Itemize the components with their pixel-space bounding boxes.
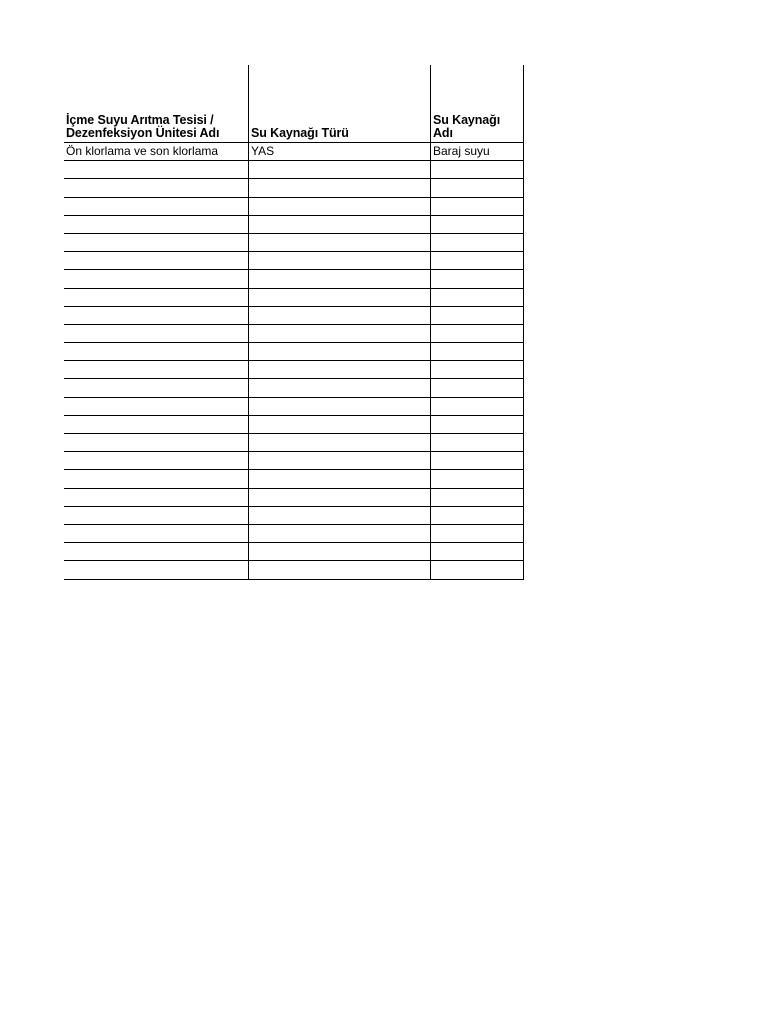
cell-source-type[interactable] bbox=[251, 543, 427, 560]
cell-source-type[interactable] bbox=[251, 470, 427, 487]
table-bottom-border bbox=[64, 579, 524, 580]
cell-source-type[interactable]: YAS bbox=[251, 144, 275, 158]
table-row bbox=[64, 215, 524, 233]
cell-facility-name[interactable] bbox=[66, 325, 246, 342]
cell-facility-name[interactable] bbox=[66, 361, 246, 378]
cell-source-name[interactable] bbox=[433, 179, 521, 196]
cell-source-name[interactable] bbox=[433, 543, 521, 560]
header-source-name[interactable] bbox=[430, 65, 523, 142]
spreadsheet-table bbox=[64, 65, 525, 580]
table-row bbox=[64, 415, 524, 433]
cell-facility-name[interactable]: Ön klorlama ve son klorlama bbox=[66, 144, 219, 158]
cell-source-type[interactable] bbox=[251, 452, 427, 469]
table-row bbox=[64, 360, 524, 378]
table-row bbox=[64, 506, 524, 524]
cell-facility-name[interactable] bbox=[66, 525, 246, 542]
cell-facility-name[interactable] bbox=[66, 179, 246, 196]
table-row bbox=[64, 524, 524, 542]
cell-facility-name[interactable] bbox=[66, 216, 246, 233]
header-facility-name[interactable] bbox=[64, 65, 248, 142]
cell-source-name[interactable] bbox=[433, 507, 521, 524]
cell-source-name[interactable] bbox=[433, 234, 521, 251]
header-source-name-line1: Su Kaynağı bbox=[433, 113, 501, 127]
cell-source-name[interactable] bbox=[433, 198, 521, 215]
cell-source-name[interactable] bbox=[433, 452, 521, 469]
cell-source-type[interactable] bbox=[251, 307, 427, 324]
cell-source-name[interactable] bbox=[433, 489, 521, 506]
cell-facility-name[interactable] bbox=[66, 289, 246, 306]
cell-facility-name[interactable] bbox=[66, 252, 246, 269]
table-row bbox=[64, 488, 524, 506]
cell-source-type[interactable] bbox=[251, 561, 427, 578]
table-row bbox=[64, 288, 524, 306]
header-facility-name-line1: İçme Suyu Arıtma Tesisi / bbox=[66, 113, 214, 127]
cell-facility-name[interactable] bbox=[66, 452, 246, 469]
cell-source-type[interactable] bbox=[251, 270, 427, 287]
cell-facility-name[interactable] bbox=[66, 234, 246, 251]
cell-source-type[interactable] bbox=[251, 289, 427, 306]
cell-facility-name[interactable] bbox=[66, 270, 246, 287]
table-row bbox=[64, 178, 524, 196]
cell-source-type[interactable] bbox=[251, 416, 427, 433]
cell-facility-name[interactable] bbox=[66, 489, 246, 506]
cell-source-type[interactable] bbox=[251, 525, 427, 542]
cell-source-type[interactable] bbox=[251, 234, 427, 251]
cell-facility-name[interactable] bbox=[66, 434, 246, 451]
cell-facility-name[interactable] bbox=[66, 507, 246, 524]
table-row bbox=[64, 542, 524, 560]
cell-source-name[interactable] bbox=[433, 343, 521, 360]
cell-facility-name[interactable] bbox=[66, 198, 246, 215]
cell-source-name[interactable] bbox=[433, 289, 521, 306]
cell-source-type[interactable] bbox=[251, 398, 427, 415]
cell-source-name[interactable] bbox=[433, 561, 521, 578]
cell-source-name[interactable] bbox=[433, 361, 521, 378]
cell-source-type[interactable] bbox=[251, 198, 427, 215]
table-row bbox=[64, 469, 524, 487]
cell-facility-name[interactable] bbox=[66, 161, 246, 178]
table-row bbox=[64, 560, 524, 578]
cell-facility-name[interactable] bbox=[66, 561, 246, 578]
header-source-name-line2: Adı bbox=[433, 126, 453, 140]
table-row bbox=[64, 451, 524, 469]
cell-source-name[interactable] bbox=[433, 379, 521, 396]
cell-source-type[interactable] bbox=[251, 507, 427, 524]
cell-source-type[interactable] bbox=[251, 379, 427, 396]
cell-source-name[interactable] bbox=[433, 270, 521, 287]
table-row bbox=[64, 142, 524, 160]
cell-source-name[interactable] bbox=[433, 470, 521, 487]
table-row bbox=[64, 251, 524, 269]
cell-facility-name[interactable] bbox=[66, 416, 246, 433]
table-row bbox=[64, 306, 524, 324]
cell-source-type[interactable] bbox=[251, 489, 427, 506]
table-row bbox=[64, 342, 524, 360]
cell-source-type[interactable] bbox=[251, 252, 427, 269]
cell-source-name[interactable] bbox=[433, 416, 521, 433]
table-row bbox=[64, 324, 524, 342]
cell-facility-name[interactable] bbox=[66, 343, 246, 360]
table-row bbox=[64, 269, 524, 287]
table-row bbox=[64, 233, 524, 251]
cell-source-type[interactable] bbox=[251, 161, 427, 178]
table-row bbox=[64, 397, 524, 415]
cell-source-type[interactable] bbox=[251, 434, 427, 451]
cell-source-name[interactable]: Baraj suyu bbox=[433, 144, 490, 158]
cell-source-name[interactable] bbox=[433, 216, 521, 233]
cell-source-name[interactable] bbox=[433, 307, 521, 324]
header-facility-name-line2: Dezenfeksiyon Ünitesi Adı bbox=[66, 126, 220, 140]
cell-source-name[interactable] bbox=[433, 434, 521, 451]
cell-source-type[interactable] bbox=[251, 343, 427, 360]
cell-source-name[interactable] bbox=[433, 325, 521, 342]
cell-source-name[interactable] bbox=[433, 252, 521, 269]
header-source-type-label: Su Kaynağı Türü bbox=[251, 126, 349, 140]
cell-facility-name[interactable] bbox=[66, 543, 246, 560]
cell-facility-name[interactable] bbox=[66, 398, 246, 415]
table-row bbox=[64, 197, 524, 215]
table-row bbox=[64, 160, 524, 178]
table-row bbox=[64, 433, 524, 451]
table-body bbox=[64, 142, 524, 580]
cell-source-type[interactable] bbox=[251, 325, 427, 342]
cell-source-type[interactable] bbox=[251, 216, 427, 233]
cell-facility-name[interactable] bbox=[66, 470, 246, 487]
cell-facility-name[interactable] bbox=[66, 379, 246, 396]
cell-source-name[interactable] bbox=[433, 398, 521, 415]
cell-source-name[interactable] bbox=[433, 525, 521, 542]
cell-source-type[interactable] bbox=[251, 179, 427, 196]
header-source-type[interactable] bbox=[248, 65, 430, 142]
cell-source-type[interactable] bbox=[251, 361, 427, 378]
table-row bbox=[64, 378, 524, 396]
cell-facility-name[interactable] bbox=[66, 307, 246, 324]
cell-source-name[interactable] bbox=[433, 161, 521, 178]
